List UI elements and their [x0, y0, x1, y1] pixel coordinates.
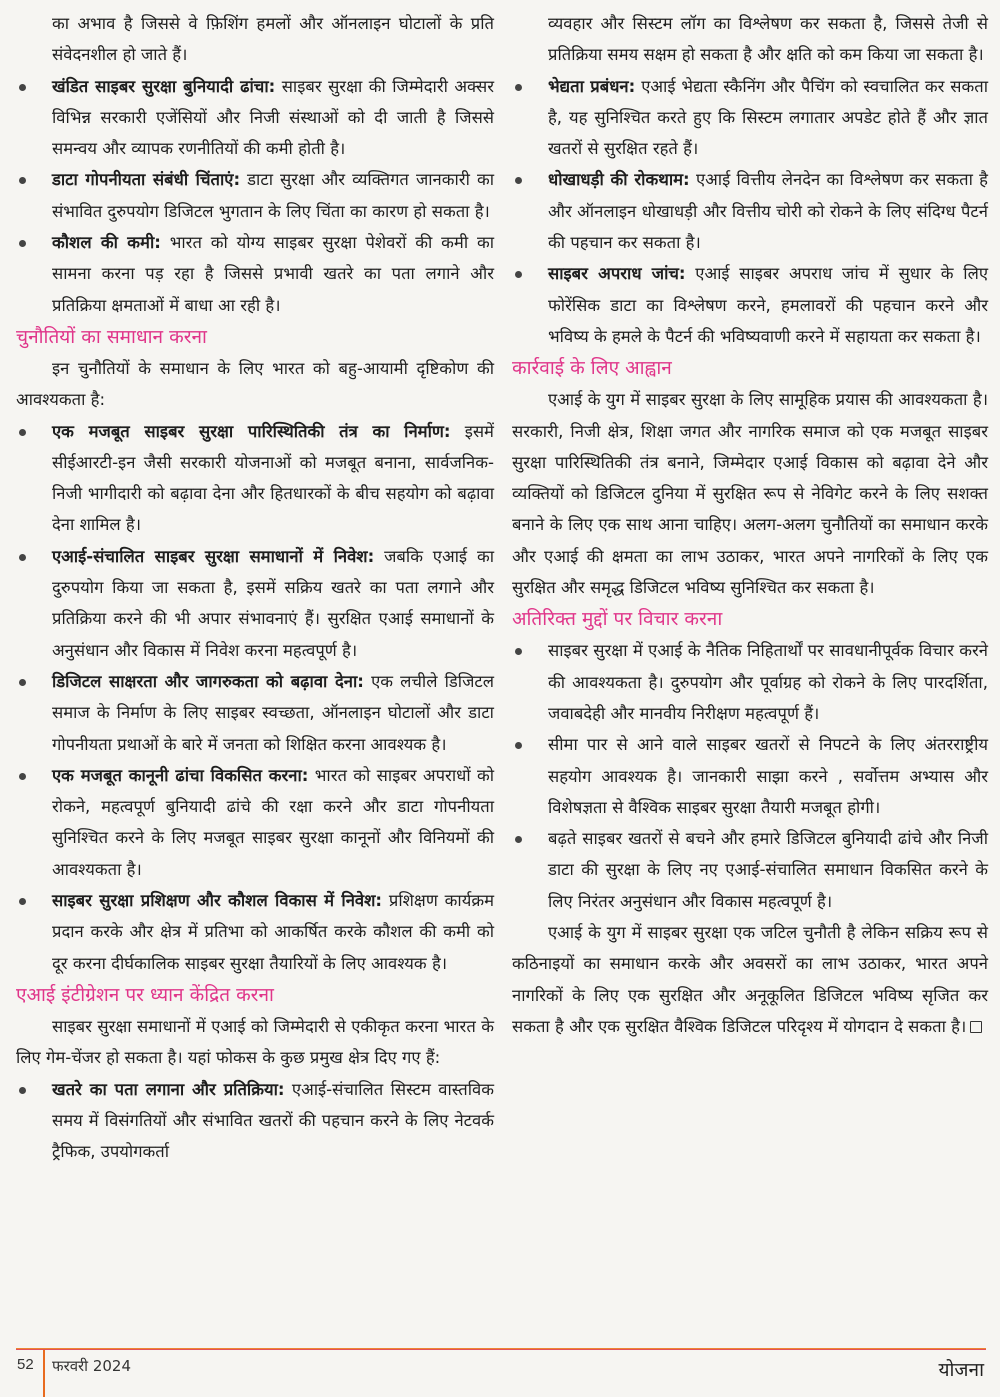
list-item	[512, 823, 988, 917]
section-heading-call-to-action: कार्रवाई के लिए आह्वान	[512, 357, 672, 380]
section-heading-addressing-challenges: चुनौतियों का समाधान करना	[16, 325, 207, 348]
bullet-icon	[515, 742, 522, 749]
item-text: सीमा पार से आने वाले साइबर खतरों से निपटने के लिए अंतरराष्ट्रीय सहयोग आवश्यक है। जानकारी साझा करने , सर्वोत्तम अभ्यास और विशेषज्ञता से वैश्विक साइबर सुरक्षा तैयारी मजबूत होगी।	[548, 735, 988, 817]
intro-continuation: का अभाव है जिससे वे फ़िशिंग हमलों और ऑनलाइन घोटालों के प्रति संवेदनशील हो जाते हैं।	[52, 14, 494, 65]
right-column	[512, 8, 988, 1042]
ai-focus-list	[16, 1074, 494, 1168]
item-term: एआई-संचालित साइबर सुरक्षा समाधानों में निवेश:	[52, 546, 375, 566]
bullet-icon	[515, 836, 522, 843]
item-continuation: व्यवहार और सिस्टम लॉग का विश्लेषण कर सकता है, जिससे तेजी से प्रतिक्रिया समय सक्षम हो सकता है और क्षति को कम किया जा सकता है।	[548, 14, 988, 65]
section-heading-additional-issues: अतिरिक्त मुद्दों पर विचार करना	[512, 608, 723, 631]
section-intro: साइबर सुरक्षा समाधानों में एआई को जिम्मेदारी से एकीकृत करना भारत के लिए गेम-चेंजर हो सकता है। यहां फोकस के कुछ प्रमुख क्षेत्र दिए गए हैं:	[16, 1016, 494, 1068]
footer-rule	[16, 1348, 986, 1350]
item-term: साइबर अपराध जांच:	[548, 264, 686, 284]
list-item	[16, 541, 494, 666]
bullet-icon	[19, 177, 26, 184]
list-item	[512, 258, 988, 352]
section-intro: इन चुनौतियों के समाधान के लिए भारत को बहु-आयामी दृष्टिकोण की आवश्यकता है:	[16, 358, 494, 410]
bullet-icon	[19, 773, 26, 780]
ai-focus-list-continued	[512, 71, 988, 353]
item-text: एआई वित्तीय लेनदेन का विश्लेषण कर सकता है और ऑनलाइन धोखाधड़ी और वित्तीय चोरी को रोकने के लिए संदिग्ध पैटर्न की पहचान कर सकता है।	[548, 170, 988, 253]
bullet-icon	[515, 648, 522, 655]
challenges-list	[16, 71, 494, 321]
item-text: एक लचीले डिजिटल समाज के निर्माण के लिए साइबर स्वच्छता, ऑनलाइन घोटालों और डाटा गोपनीयता प्रथाओं के बारे में जनता को शिक्षित करना आवश्यक है।	[52, 671, 494, 754]
item-text: साइबर सुरक्षा में एआई के नैतिक निहितार्थों पर सावधानीपूर्वक विचार करने की आवश्यकता है। दुरुपयोग और पूर्वाग्रह को रोकने के लिए पारदर्शिता, जवाबदेही और मानवीय निरीक्षण महत्वपूर्ण हैं।	[548, 641, 988, 723]
left-column	[16, 8, 494, 1167]
list-item	[16, 1074, 494, 1168]
bullet-icon	[19, 679, 26, 686]
conclusion-paragraph	[512, 917, 988, 1042]
bullet-icon	[19, 1087, 26, 1094]
item-text: प्रशिक्षण कार्यक्रम प्रदान करके और क्षेत्र में प्रतिभा को आकर्षित करके कौशल की कमी को दूर करना दीर्घकालिक साइबर सुरक्षा तैयारियों के लिए आवश्यक है।	[52, 891, 494, 973]
item-text: साइबर सुरक्षा की जिम्मेदारी अक्सर विभिन्न सरकारी एजेंसियों और निजी संस्थाओं को दी जाती है जिससे समन्वय और व्यापक रणनीतियों की कमी होती है।	[52, 76, 494, 159]
section-heading-ai-integration: एआई इंटीग्रेशन पर ध्यान केंद्रित करना	[16, 983, 274, 1006]
item-term: एक मजबूत साइबर सुरक्षा पारिस्थितिकी तंत्र का निर्माण:	[52, 421, 451, 441]
list-item	[16, 416, 494, 541]
list-item	[512, 635, 988, 729]
bullet-icon	[515, 177, 522, 184]
section-body: एआई के युग में साइबर सुरक्षा के लिए सामूहिक प्रयास की आवश्यकता है। सरकारी, निजी क्षेत्र, शिक्षा जगत और नागरिक समाज को एक मजबूत साइबर सुरक्षा पारिस्थितिकी तंत्र बनाने, जिम्मेदार एआई विकास को बढ़ावा देने और व्यक्तियों को डिजिटल दुनिया में सुरक्षित रूप से नेविगेट करने के लिए सशक्त बनाने के लिए एक साथ आना चाहिए। अलग-अलग चुनौतियों का समाधान करके और एआई की क्षमता का लाभ उठाकर, भारत अपने नागरिकों के लिए एक सुरक्षित और समृद्ध डिजिटल भविष्य सुनिश्चित कर सकता है।	[512, 390, 988, 598]
bullet-icon	[515, 271, 522, 278]
bullet-icon	[515, 84, 522, 91]
list-item	[16, 227, 494, 321]
bullet-icon	[19, 554, 26, 561]
additional-issues-list	[512, 635, 988, 917]
list-item	[16, 885, 494, 979]
item-text: एआई साइबर अपराध जांच में सुधार के लिए फोरेंसिक डाटा का विश्लेषण करने, हमलावरों की पहचान करने और भविष्य के हमले के पैटर्न की भविष्यवाणी करने में सहायता कर सकता है।	[548, 264, 989, 346]
list-item	[16, 760, 494, 885]
item-text: भारत को साइबर अपराधों को रोकने, महत्वपूर्ण बुनियादी ढांचे की रक्षा करने और डाटा गोपनीयता सुनिश्चित करने के लिए मजबूत साइबर सुरक्षा कानूनों और विनियमों की आवश्यकता है।	[52, 765, 494, 879]
end-of-article-icon	[970, 1021, 982, 1033]
item-text: डाटा सुरक्षा और व्यक्तिगत जानकारी का संभावित दुरुपयोग डिजिटल भुगतान के लिए चिंता का कारण हो सकता है।	[52, 170, 494, 221]
item-text: एआई भेद्यता स्कैनिंग और पैचिंग को स्वचालित कर सकता है, यह सुनिश्चित करते हुए कि सिस्टम लगातार अपडेट होते हैं और ज्ञात खतरों से सुरक्षित रहते हैं।	[548, 76, 989, 159]
item-term: एक मजबूत कानूनी ढांचा विकसित करना:	[52, 765, 309, 785]
item-term: साइबर सुरक्षा प्रशिक्षण और कौशल विकास में निवेश:	[52, 891, 383, 911]
item-term: कौशल की कमी:	[52, 233, 161, 253]
list-item	[16, 71, 494, 165]
bullet-icon	[19, 240, 26, 247]
solutions-list	[16, 416, 494, 979]
page-number: 52	[17, 1356, 34, 1373]
item-text: जबकि एआई का दुरुपयोग किया जा सकता है, इसमें सक्रिय खतरे का पता लगाने और प्रतिक्रिया करने की भी अपार संभावनाएं हैं। सुरक्षित एआई समाधानों के अनुसंधान और विकास में निवेश करना महत्वपूर्ण है।	[52, 546, 494, 660]
item-term: खंडित साइबर सुरक्षा बुनियादी ढांचा:	[52, 76, 276, 96]
item-text: बढ़ते साइबर खतरों से बचने और हमारे डिजिटल बुनियादी ढांचे और निजी डाटा की सुरक्षा के लिए नए एआई-संचालित समाधान विकसित करने के लिए निरंतर अनुसंधान और विकास महत्वपूर्ण है।	[548, 829, 988, 911]
item-text: एआई-संचालित सिस्टम वास्तविक समय में विसंगतियों और संभावित खतरों की पहचान करने के लिए नेटवर्क ट्रैफिक, उपयोगकर्ता	[52, 1079, 494, 1162]
issue-date: फरवरी 2024	[52, 1357, 132, 1375]
list-item	[512, 71, 988, 165]
item-text: इसमें सीईआरटी-इन जैसी सरकारी योजनाओं को मजबूत बनाना, सार्वजनिक-निजी भागीदारी को बढ़ावा देना और हितधारकों के बीच सहयोग को बढ़ावा देना शामिल है।	[52, 421, 494, 535]
list-item	[512, 729, 988, 823]
item-term: डाटा गोपनीयता संबंधी चिंताएं:	[52, 170, 241, 190]
list-item	[16, 164, 494, 227]
item-text: भारत को योग्य साइबर सुरक्षा पेशेवरों की कमी का सामना करना पड़ रहा है जिससे प्रभावी खतरे का पता लगाने और प्रतिक्रिया क्षमताओं में बाधा आ रही है।	[52, 233, 494, 315]
bullet-icon	[19, 429, 26, 436]
item-term: धोखाधड़ी की रोकथाम:	[548, 170, 690, 190]
list-item	[512, 164, 988, 258]
item-term: खतरे का पता लगाना और प्रतिक्रिया:	[52, 1079, 285, 1099]
item-term: डिजिटल साक्षरता और जागरुकता को बढ़ावा देना:	[52, 671, 364, 691]
magazine-name: योजना	[938, 1359, 984, 1381]
bullet-icon	[19, 84, 26, 91]
conclusion-text: एआई के युग में साइबर सुरक्षा एक जटिल चुनौती है लेकिन सक्रिय रूप से कठिनाइयों का समाधान करके और अवसरों का लाभ उठाकर, भारत अपने नागरिकों के लिए एक सुरक्षित और अनूकूलित डिजिटल भविष्य सृजित कर सकता है और एक सुरक्षित वैश्विक डिजिटल परिदृश्य में योगदान दे सकता है।	[512, 923, 988, 1036]
footer-divider	[43, 1350, 45, 1397]
list-item	[16, 666, 494, 760]
bullet-icon	[19, 898, 26, 905]
item-term: भेद्यता प्रबंधन:	[548, 76, 636, 96]
